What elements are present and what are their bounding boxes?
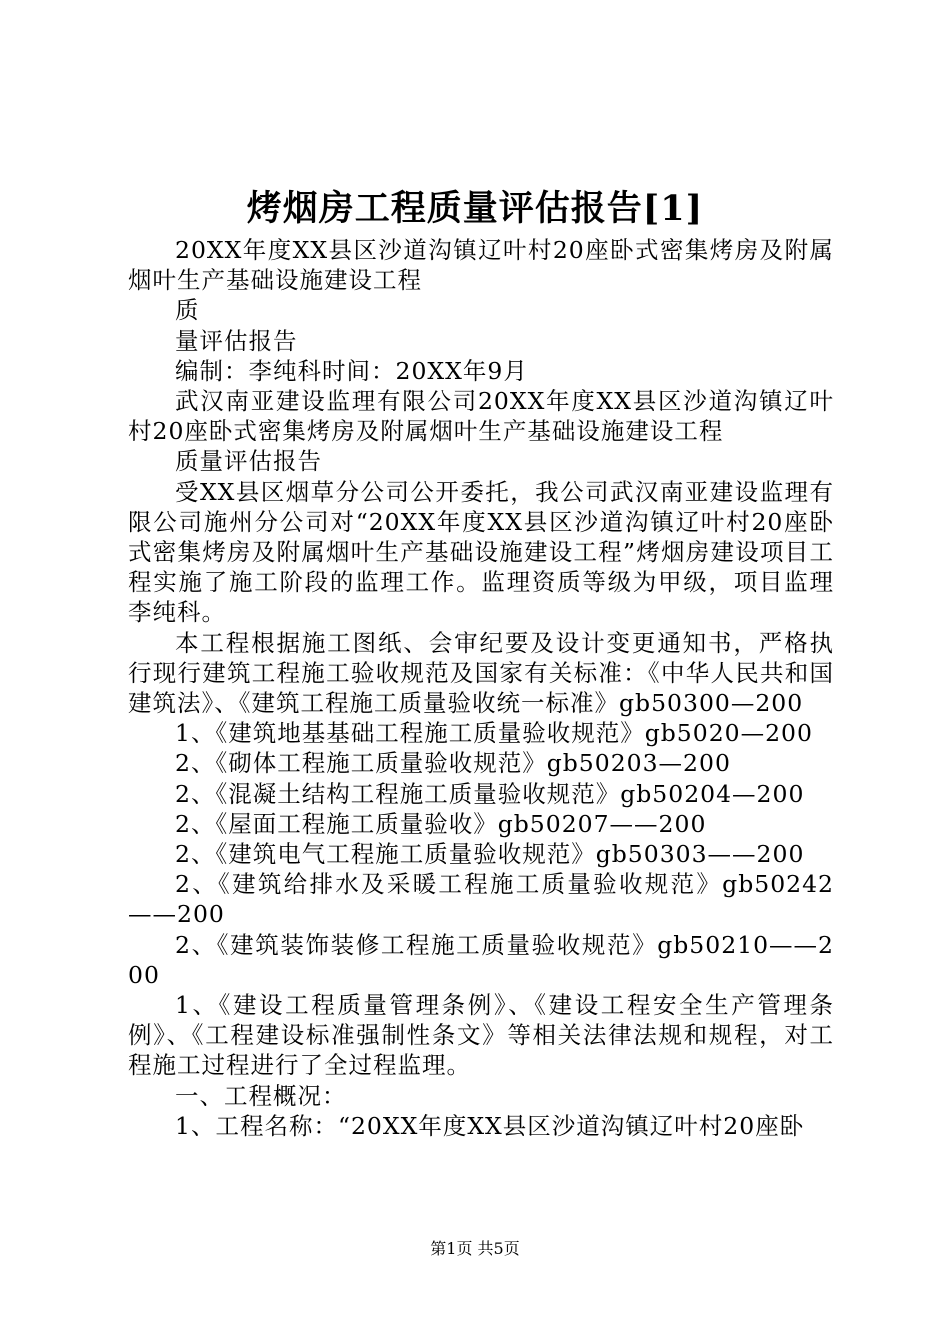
- list-item-standard: 1、《建筑地基基础工程施工质量验收规范》gb5020—200: [175, 719, 813, 748]
- document-body: [128, 235, 834, 1141]
- document-title: 烤烟房工程质量评估报告[1]: [246, 188, 704, 229]
- list-item-standard: 2、《建筑给排水及采暖工程施工质量验收规范》gb50242——200: [128, 870, 834, 929]
- paragraph-report-title: 质量评估报告: [175, 447, 322, 476]
- paragraph-project-name-item: 1、工程名称：“20XX年度XX县区沙道沟镇辽叶村20座卧: [175, 1111, 805, 1140]
- paragraph-author-date: 编制：李纯科时间：20XX年9月: [175, 356, 528, 385]
- paragraph-zhi: 质: [175, 296, 200, 325]
- paragraph-standards: 本工程根据施工图纸、会审纪要及设计变更通知书，严格执行现行建筑工程施工验收规范及国家有关标准：《中华人民共和国建筑法》、《建筑工程施工质量验收统一标准》gb50300—200: [128, 628, 834, 718]
- paragraph-report-label: 量评估报告: [175, 326, 298, 355]
- list-item-regulations: 1、《建设工程质量管理条例》、《建设工程安全生产管理条例》、《工程建设标准强制性条文》等相关法律法规和规程，对工程施工过程进行了全过程监理。: [128, 991, 834, 1080]
- list-item-standard: 2、《屋面工程施工质量验收》gb50207——200: [175, 809, 707, 838]
- paragraph-commission: 受XX县区烟草分公司公开委托，我公司武汉南亚建设监理有限公司施州分公司对“20XX年度XX县区沙道沟镇辽叶村20座卧式密集烤房及附属烟叶生产基础设施建设工程”烤烟房建设项目工程实施了施工阶段的监理工作。监理资质等级为甲级，项目监理李纯科。: [128, 477, 834, 627]
- list-item-standard: 2、《混凝土结构工程施工质量验收规范》gb50204—200: [175, 779, 805, 808]
- paragraph-company-project: 武汉南亚建设监理有限公司20XX年度XX县区沙道沟镇辽叶村20座卧式密集烤房及附属烟叶生产基础设施建设工程: [128, 387, 834, 446]
- page-footer: 第1页 共5页: [430, 1239, 520, 1258]
- paragraph-project-name: 20XX年度XX县区沙道沟镇辽叶村20座卧式密集烤房及附属烟叶生产基础设施建设工程: [128, 236, 834, 295]
- list-item-standard: 2、《建筑电气工程施工质量验收规范》gb50303——200: [175, 840, 805, 869]
- list-item-standard: 2、《建筑装饰装修工程施工质量验收规范》gb50210——200: [128, 930, 834, 989]
- section-heading-overview: 一、工程概况：: [175, 1081, 347, 1110]
- list-item-standard: 2、《砌体工程施工质量验收规范》gb50203—200: [175, 749, 731, 778]
